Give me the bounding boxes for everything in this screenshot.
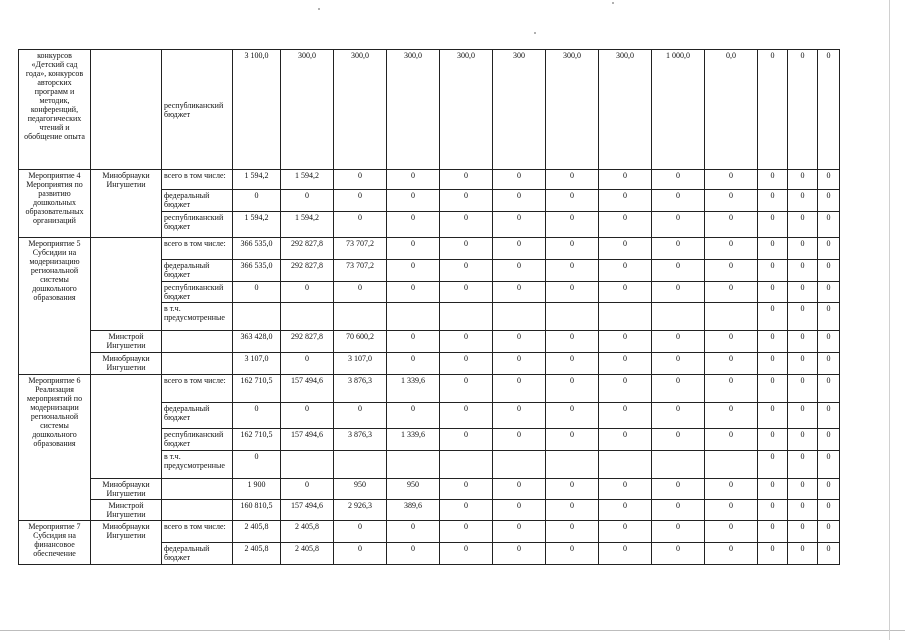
value-cell: 2 926,3: [334, 500, 387, 521]
funding-source: в т.ч. предусмотренные: [162, 303, 233, 331]
value-cell: 292 827,8: [281, 331, 334, 353]
value-cell: 0: [652, 375, 705, 403]
funding-source: всего в том числе:: [162, 238, 233, 260]
value-cell: 0: [334, 212, 387, 238]
value-cell: 0: [705, 282, 758, 303]
value-cell: 0: [493, 260, 546, 282]
value-cell: 1 339,6: [387, 375, 440, 403]
page-edge: [889, 0, 890, 640]
value-cell: 0: [652, 331, 705, 353]
value-cell: 0: [758, 500, 788, 521]
value-cell: [387, 303, 440, 331]
funding-source: республиканский бюджет: [162, 212, 233, 238]
funding-source: республиканский бюджет: [162, 429, 233, 451]
funding-source: всего в том числе:: [162, 521, 233, 543]
value-cell: [546, 451, 599, 479]
value-cell: 0: [705, 212, 758, 238]
value-cell: 0: [440, 260, 493, 282]
value-cell: [546, 303, 599, 331]
value-cell: 0: [652, 170, 705, 190]
value-cell: 0: [440, 403, 493, 429]
funding-source: [162, 331, 233, 353]
value-cell: 0: [705, 190, 758, 212]
value-cell: 0: [493, 282, 546, 303]
value-cell: 363 428,0: [233, 331, 281, 353]
value-cell: 0: [546, 521, 599, 543]
value-cell: 0: [758, 238, 788, 260]
value-cell: 0: [233, 451, 281, 479]
value-cell: 0: [705, 260, 758, 282]
value-cell: 0: [705, 403, 758, 429]
value-cell: 160 810,5: [233, 500, 281, 521]
value-cell: 389,6: [387, 500, 440, 521]
funding-source: республиканский бюджет: [162, 282, 233, 303]
value-cell: 0: [281, 353, 334, 375]
funding-source: всего в том числе:: [162, 375, 233, 403]
value-cell: 0: [334, 521, 387, 543]
value-cell: 0: [705, 375, 758, 403]
value-cell: 0: [758, 50, 788, 170]
executor-cell: [91, 238, 162, 331]
value-cell: 0: [818, 212, 840, 238]
value-cell: 0: [599, 170, 652, 190]
value-cell: 0: [387, 238, 440, 260]
value-cell: 0: [493, 479, 546, 500]
value-cell: 0: [493, 375, 546, 403]
scan-speck: [612, 2, 614, 4]
value-cell: 0: [758, 212, 788, 238]
value-cell: 0: [440, 543, 493, 565]
value-cell: 0: [387, 543, 440, 565]
value-cell: 0: [652, 353, 705, 375]
value-cell: 0: [705, 429, 758, 451]
value-cell: 0: [334, 190, 387, 212]
value-cell: 0: [599, 353, 652, 375]
table-row: [19, 170, 840, 190]
value-cell: [334, 303, 387, 331]
value-cell: 0: [788, 353, 818, 375]
value-cell: 0: [758, 170, 788, 190]
value-cell: 0: [546, 212, 599, 238]
value-cell: 0: [788, 451, 818, 479]
value-cell: [493, 303, 546, 331]
value-cell: 0: [387, 170, 440, 190]
value-cell: 0: [758, 543, 788, 565]
value-cell: 0: [599, 403, 652, 429]
value-cell: 0: [546, 282, 599, 303]
executor-cell: Минобрнауки Ингушетии: [91, 479, 162, 500]
value-cell: 0: [818, 500, 840, 521]
value-cell: 0: [758, 331, 788, 353]
table-row: [19, 521, 840, 543]
value-cell: 0: [546, 543, 599, 565]
value-cell: [440, 451, 493, 479]
measure-name: Мероприятие 5 Субсидии на модернизацию региональной системы дошкольного образования: [19, 238, 91, 375]
value-cell: 2 405,8: [281, 521, 334, 543]
value-cell: 0: [758, 353, 788, 375]
value-cell: 0: [599, 331, 652, 353]
value-cell: 0: [705, 238, 758, 260]
value-cell: 0: [599, 543, 652, 565]
executor-cell: [91, 50, 162, 170]
value-cell: 0: [387, 190, 440, 212]
funding-source: федеральный бюджет: [162, 403, 233, 429]
value-cell: 0: [652, 260, 705, 282]
value-cell: 0: [818, 238, 840, 260]
value-cell: 0: [546, 403, 599, 429]
table-row: [19, 375, 840, 403]
value-cell: 0: [493, 403, 546, 429]
value-cell: 0: [599, 282, 652, 303]
value-cell: 2 405,8: [233, 543, 281, 565]
value-cell: 292 827,8: [281, 238, 334, 260]
value-cell: 0: [818, 260, 840, 282]
value-cell: 0: [546, 238, 599, 260]
value-cell: [493, 451, 546, 479]
value-cell: 0: [546, 170, 599, 190]
value-cell: 0: [546, 479, 599, 500]
funding-source: всего в том числе:: [162, 170, 233, 190]
value-cell: 950: [334, 479, 387, 500]
value-cell: 0: [818, 521, 840, 543]
value-cell: 73 707,2: [334, 238, 387, 260]
value-cell: 0: [652, 190, 705, 212]
value-cell: 0: [599, 521, 652, 543]
value-cell: 0: [281, 190, 334, 212]
value-cell: 1 594,2: [281, 212, 334, 238]
value-cell: 0: [705, 170, 758, 190]
value-cell: 1 000,0: [652, 50, 705, 170]
value-cell: [387, 451, 440, 479]
value-cell: 0: [652, 543, 705, 565]
value-cell: 0: [440, 170, 493, 190]
value-cell: 0: [440, 353, 493, 375]
value-cell: 0: [788, 212, 818, 238]
value-cell: 0: [758, 190, 788, 212]
table-row: [19, 50, 840, 170]
value-cell: 0: [493, 500, 546, 521]
executor-cell: Минобрнауки Ингушетии: [91, 353, 162, 375]
value-cell: 0: [652, 212, 705, 238]
value-cell: 157 494,6: [281, 500, 334, 521]
value-cell: 0: [788, 190, 818, 212]
value-cell: 0: [652, 238, 705, 260]
value-cell: 0: [281, 282, 334, 303]
value-cell: 0: [546, 260, 599, 282]
value-cell: 0: [493, 170, 546, 190]
value-cell: 3 107,0: [334, 353, 387, 375]
table-row: [19, 479, 840, 500]
value-cell: 0: [652, 403, 705, 429]
value-cell: 0: [652, 521, 705, 543]
value-cell: 0: [546, 190, 599, 212]
value-cell: 1 594,2: [281, 170, 334, 190]
value-cell: 0: [788, 303, 818, 331]
value-cell: 157 494,6: [281, 375, 334, 403]
value-cell: 0: [758, 282, 788, 303]
value-cell: 0: [233, 190, 281, 212]
value-cell: 0: [387, 212, 440, 238]
value-cell: 300,0: [546, 50, 599, 170]
value-cell: 0: [440, 282, 493, 303]
value-cell: 0: [440, 521, 493, 543]
measure-name: Мероприятие 7 Субсидия на финансовое обеспечение: [19, 521, 91, 565]
value-cell: 0: [758, 260, 788, 282]
value-cell: [440, 303, 493, 331]
value-cell: [599, 451, 652, 479]
value-cell: 0: [387, 282, 440, 303]
value-cell: 0: [599, 429, 652, 451]
value-cell: 0: [493, 429, 546, 451]
value-cell: 1 900: [233, 479, 281, 500]
value-cell: 0: [652, 429, 705, 451]
value-cell: 3 876,3: [334, 429, 387, 451]
value-cell: 0: [705, 331, 758, 353]
value-cell: 0: [788, 375, 818, 403]
value-cell: 0: [493, 521, 546, 543]
value-cell: 0: [788, 403, 818, 429]
value-cell: 0: [334, 170, 387, 190]
value-cell: 366 535,0: [233, 238, 281, 260]
executor-cell: [91, 375, 162, 479]
funding-source: республиканский бюджет: [162, 50, 233, 170]
value-cell: 0: [440, 190, 493, 212]
value-cell: 0: [818, 403, 840, 429]
value-cell: 0: [440, 331, 493, 353]
value-cell: 366 535,0: [233, 260, 281, 282]
value-cell: 0: [818, 282, 840, 303]
executor-cell: Минстрой Ингушетии: [91, 331, 162, 353]
value-cell: 0: [233, 282, 281, 303]
value-cell: 0: [652, 282, 705, 303]
funding-source: [162, 353, 233, 375]
value-cell: 300: [493, 50, 546, 170]
measure-name: Мероприятие 4 Мероприятия по развитию дошкольных образовательных организаций: [19, 170, 91, 238]
value-cell: 0: [599, 238, 652, 260]
value-cell: 0: [818, 451, 840, 479]
value-cell: 0: [599, 500, 652, 521]
value-cell: 0: [546, 331, 599, 353]
value-cell: 0: [788, 282, 818, 303]
value-cell: 300,0: [387, 50, 440, 170]
value-cell: 2 405,8: [281, 543, 334, 565]
scan-speck: [534, 32, 536, 34]
value-cell: 0: [818, 303, 840, 331]
value-cell: [281, 303, 334, 331]
value-cell: 0: [493, 543, 546, 565]
executor-cell: Минобрнауки Ингушетии: [91, 521, 162, 565]
value-cell: 0: [818, 331, 840, 353]
value-cell: 0: [334, 282, 387, 303]
value-cell: 0,0: [705, 50, 758, 170]
value-cell: 0: [818, 375, 840, 403]
value-cell: 0: [440, 429, 493, 451]
table-row: [19, 331, 840, 353]
value-cell: 0: [233, 403, 281, 429]
value-cell: 292 827,8: [281, 260, 334, 282]
value-cell: 3 876,3: [334, 375, 387, 403]
value-cell: 0: [705, 521, 758, 543]
executor-cell: Минстрой Ингушетии: [91, 500, 162, 521]
funding-source: [162, 479, 233, 500]
value-cell: 0: [758, 403, 788, 429]
value-cell: 0: [758, 303, 788, 331]
value-cell: 162 710,5: [233, 375, 281, 403]
value-cell: 0: [493, 212, 546, 238]
value-cell: 0: [788, 260, 818, 282]
value-cell: [281, 451, 334, 479]
budget-table: [18, 49, 840, 565]
value-cell: 0: [705, 479, 758, 500]
value-cell: 950: [387, 479, 440, 500]
value-cell: 0: [818, 170, 840, 190]
funding-source: федеральный бюджет: [162, 260, 233, 282]
value-cell: [233, 303, 281, 331]
value-cell: [334, 451, 387, 479]
value-cell: 0: [387, 331, 440, 353]
value-cell: 0: [493, 190, 546, 212]
value-cell: 0: [788, 170, 818, 190]
value-cell: 0: [758, 451, 788, 479]
value-cell: 1 594,2: [233, 170, 281, 190]
table-row: [19, 353, 840, 375]
value-cell: 0: [788, 479, 818, 500]
funding-source: в т.ч. предусмотренные: [162, 451, 233, 479]
value-cell: 0: [705, 353, 758, 375]
funding-source: федеральный бюджет: [162, 543, 233, 565]
measure-name: Мероприятие 6 Реализация мероприятий по модернизации региональной системы дошкольного образования: [19, 375, 91, 521]
value-cell: 0: [440, 375, 493, 403]
value-cell: 0: [758, 429, 788, 451]
value-cell: 0: [493, 331, 546, 353]
value-cell: 0: [818, 50, 840, 170]
value-cell: 0: [818, 479, 840, 500]
value-cell: 0: [599, 375, 652, 403]
value-cell: 0: [599, 190, 652, 212]
value-cell: 0: [387, 260, 440, 282]
value-cell: 0: [387, 353, 440, 375]
value-cell: 0: [705, 500, 758, 521]
value-cell: 0: [705, 543, 758, 565]
value-cell: 1 594,2: [233, 212, 281, 238]
value-cell: 300,0: [599, 50, 652, 170]
value-cell: 0: [440, 238, 493, 260]
value-cell: 0: [818, 543, 840, 565]
value-cell: 300,0: [334, 50, 387, 170]
value-cell: 0: [818, 353, 840, 375]
value-cell: 0: [387, 403, 440, 429]
value-cell: 73 707,2: [334, 260, 387, 282]
table-row: [19, 500, 840, 521]
value-cell: 0: [788, 521, 818, 543]
value-cell: 2 405,8: [233, 521, 281, 543]
value-cell: 0: [758, 521, 788, 543]
value-cell: 157 494,6: [281, 429, 334, 451]
value-cell: 0: [440, 212, 493, 238]
value-cell: 0: [818, 190, 840, 212]
value-cell: 0: [788, 543, 818, 565]
funding-source: федеральный бюджет: [162, 190, 233, 212]
value-cell: 0: [652, 479, 705, 500]
value-cell: 300,0: [440, 50, 493, 170]
value-cell: 300,0: [281, 50, 334, 170]
value-cell: 0: [788, 429, 818, 451]
value-cell: 0: [493, 238, 546, 260]
value-cell: 162 710,5: [233, 429, 281, 451]
value-cell: 0: [546, 429, 599, 451]
value-cell: [599, 303, 652, 331]
value-cell: 0: [546, 353, 599, 375]
page-edge: [0, 630, 905, 631]
value-cell: 0: [788, 238, 818, 260]
funding-source: [162, 500, 233, 521]
value-cell: 0: [546, 375, 599, 403]
value-cell: 0: [599, 212, 652, 238]
value-cell: 0: [599, 479, 652, 500]
value-cell: 0: [334, 543, 387, 565]
value-cell: 1 339,6: [387, 429, 440, 451]
value-cell: 3 107,0: [233, 353, 281, 375]
value-cell: 0: [281, 479, 334, 500]
value-cell: 0: [599, 260, 652, 282]
value-cell: 3 100,0: [233, 50, 281, 170]
value-cell: 0: [493, 353, 546, 375]
value-cell: [705, 451, 758, 479]
value-cell: 0: [758, 479, 788, 500]
value-cell: 0: [788, 50, 818, 170]
value-cell: 0: [440, 479, 493, 500]
value-cell: 70 600,2: [334, 331, 387, 353]
executor-cell: Минобрнауки Ингушетии: [91, 170, 162, 238]
table-row: [19, 238, 840, 260]
value-cell: 0: [758, 375, 788, 403]
value-cell: [652, 451, 705, 479]
value-cell: 0: [652, 500, 705, 521]
value-cell: 0: [818, 429, 840, 451]
value-cell: 0: [788, 500, 818, 521]
value-cell: 0: [788, 331, 818, 353]
measure-name: конкурсов «Детский сад года», конкурсов авторских программ и методик, конференций, педагогических чтений и обобщение опыта: [19, 50, 91, 170]
value-cell: 0: [334, 403, 387, 429]
value-cell: 0: [387, 521, 440, 543]
value-cell: [705, 303, 758, 331]
value-cell: [652, 303, 705, 331]
scan-speck: [318, 8, 320, 10]
value-cell: 0: [440, 500, 493, 521]
value-cell: 0: [546, 500, 599, 521]
value-cell: 0: [281, 403, 334, 429]
